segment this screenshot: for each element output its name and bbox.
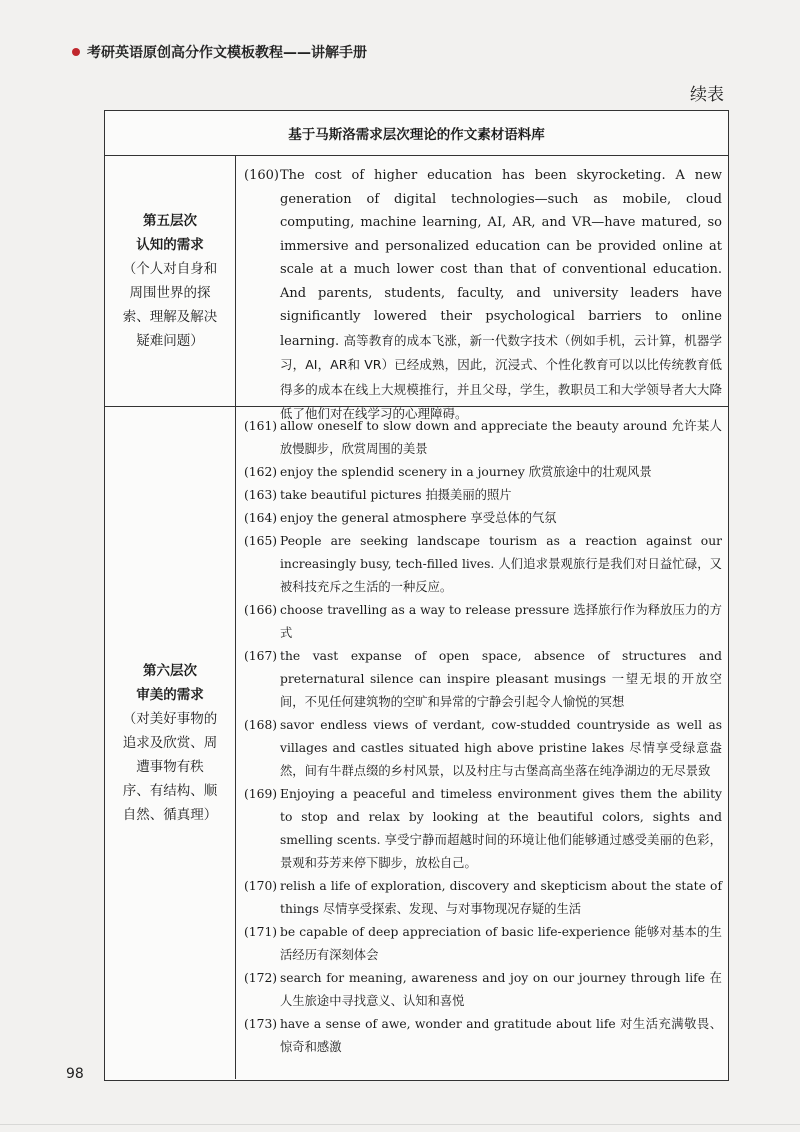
list-item: [244, 875, 722, 921]
entry-number: (166): [244, 603, 278, 617]
entry-chinese: 能够对基本的生活经历有深刻体会: [280, 925, 722, 962]
entry-english: People are seeking landscape tourism as a reaction against our increasingly busy, tech-filled lives.: [280, 534, 722, 571]
entry-chinese: 在人生旅途中寻找意义、认知和喜悦: [280, 971, 722, 1008]
book-title: 考研英语原创高分作文模板教程——讲解手册: [87, 45, 367, 61]
entry-chinese: 尽情享受探索、发现、与对事物现况存疑的生活: [322, 902, 582, 916]
entry-number: (170): [244, 879, 278, 893]
entry-number: (172): [244, 971, 278, 985]
entry-chinese: 尽情享受绿意盎然，间有牛群点缀的乡村风景，以及村庄与古堡高高坐落在纯净湖边的无尽景致: [280, 741, 722, 778]
entry-chinese: 人们追求景观旅行是我们对日益忙碌，又被科技充斥之生活的一种反应。: [280, 557, 722, 594]
level-cell: [105, 407, 236, 1079]
entry-english: allow oneself to slow down and appreciate the beauty around: [280, 419, 668, 433]
entry-number: (168): [244, 718, 278, 732]
entry-number: (165): [244, 534, 278, 548]
list-item: [244, 599, 722, 645]
page-number: 98: [66, 1066, 84, 1082]
bullet-dot-icon: [72, 48, 80, 56]
list-item: [244, 164, 722, 427]
entry-chinese: 拍摄美丽的照片: [425, 488, 512, 502]
entry-english: The cost of higher education has been skyrocketing. A new generation of digital technologies—such as mobile, cloud computing, machine learning, AI, AR, and VR—have matured, so immersive and personalized education can be provided online at scale at a much lower cost than that of conventional education. And parents, students, faculty, and university leaders have significantly lowered their psychological barriers to online learning.: [280, 168, 722, 349]
entry-number: (162): [244, 465, 278, 479]
list-item: [244, 645, 722, 714]
list-item: [244, 507, 722, 530]
level-description: （对美好事物的 追求及欣赏、周 遭事物有秩 序、有结构、顺 自然、循真理）: [122, 711, 218, 823]
entry-english: have a sense of awe, wonder and gratitude about life: [280, 1017, 616, 1031]
entry-chinese: 一望无垠的开放空间，不见任何建筑物的空旷和异常的宁静会引起令人愉悦的冥想: [280, 672, 722, 709]
entry-chinese: 允许某人放慢脚步，欣赏周围的美景: [280, 419, 722, 456]
list-item: [244, 967, 722, 1013]
entry-chinese: 对生活充满敬畏、惊奇和感激: [280, 1017, 722, 1054]
list-item: [244, 415, 722, 461]
entry-chinese: 选择旅行作为释放压力的方式: [280, 603, 722, 640]
entry-number: (160): [244, 168, 279, 183]
entry-chinese: 享受总体的气氛: [470, 511, 557, 525]
entry-english: savor endless views of verdant, cow-studded countryside as well as villages and castles situated high above pristine lakes: [280, 718, 722, 755]
entry-english: search for meaning, awareness and joy on our journey through life: [280, 971, 705, 985]
entry-chinese: 高等教育的成本飞涨，新一代数字技术（例如手机，云计算，机器学习，AI，AR和 VR）已经成熟，因此，沉浸式、个性化教育可以以比传统教育低得多的成本在线上大规模推行，并且父母，学生，教职员工和大学领导者大大降低了他们对在线学习的心理障碍。: [280, 332, 722, 421]
entry-number: (171): [244, 925, 278, 939]
entry-english: the vast expanse of open space, absence of structures and preternatural silence can inspire pleasant musings: [280, 649, 722, 686]
list-item: [244, 530, 722, 599]
list-item: [244, 461, 722, 484]
entry-number: (173): [244, 1017, 278, 1031]
list-item: [244, 714, 722, 783]
continued-label: 续表: [690, 85, 724, 105]
list-item: [244, 921, 722, 967]
entry-number: (167): [244, 649, 278, 663]
level-need: 审美的需求: [136, 687, 204, 703]
list-item: [244, 1013, 722, 1059]
entry-number: (161): [244, 419, 278, 433]
table-title: 基于马斯洛需求层次理论的作文素材语料库: [105, 111, 728, 156]
entry-chinese: 享受宁静而超越时间的环境让他们能够通过感受美丽的色彩，景观和芬芳来停下脚步，放松自己。: [280, 833, 722, 870]
entry-english: relish a life of exploration, discovery and skepticism about the state of things: [280, 879, 722, 916]
page-bottom-divider: [0, 1124, 800, 1125]
entry-english: choose travelling as a way to release pressure: [280, 603, 570, 617]
entry-english: enjoy the splendid scenery in a journey: [280, 465, 525, 479]
entry-english: enjoy the general atmosphere: [280, 511, 467, 525]
corpus-table: [104, 110, 729, 1081]
book-header: [72, 42, 367, 62]
entry-number: (163): [244, 488, 278, 502]
level-need: 认知的需求: [136, 237, 204, 253]
entry-chinese: 欣赏旅途中的壮观风景: [528, 465, 652, 479]
entry-english: be capable of deep appreciation of basic life-experience: [280, 925, 631, 939]
level-description: （个人对自身和 周围世界的探 索、理解及解决 疑难问题）: [122, 261, 218, 349]
entry-number: (164): [244, 511, 278, 525]
entry-number: (169): [244, 787, 278, 801]
entries-cell: [236, 156, 728, 421]
entry-english: Enjoying a peaceful and timeless environment gives them the ability to stop and relax by looking at the beautiful colors, sights and smelling scents.: [280, 787, 722, 847]
list-item: [244, 783, 722, 875]
level-title: 第五层次: [143, 213, 197, 229]
level-cell: [105, 156, 236, 406]
table-row: [105, 156, 728, 421]
level-title: 第六层次: [143, 663, 197, 679]
table-row: [105, 407, 728, 1079]
entry-english: take beautiful pictures: [280, 488, 422, 502]
entries-cell: [236, 407, 728, 1079]
list-item: [244, 484, 722, 507]
